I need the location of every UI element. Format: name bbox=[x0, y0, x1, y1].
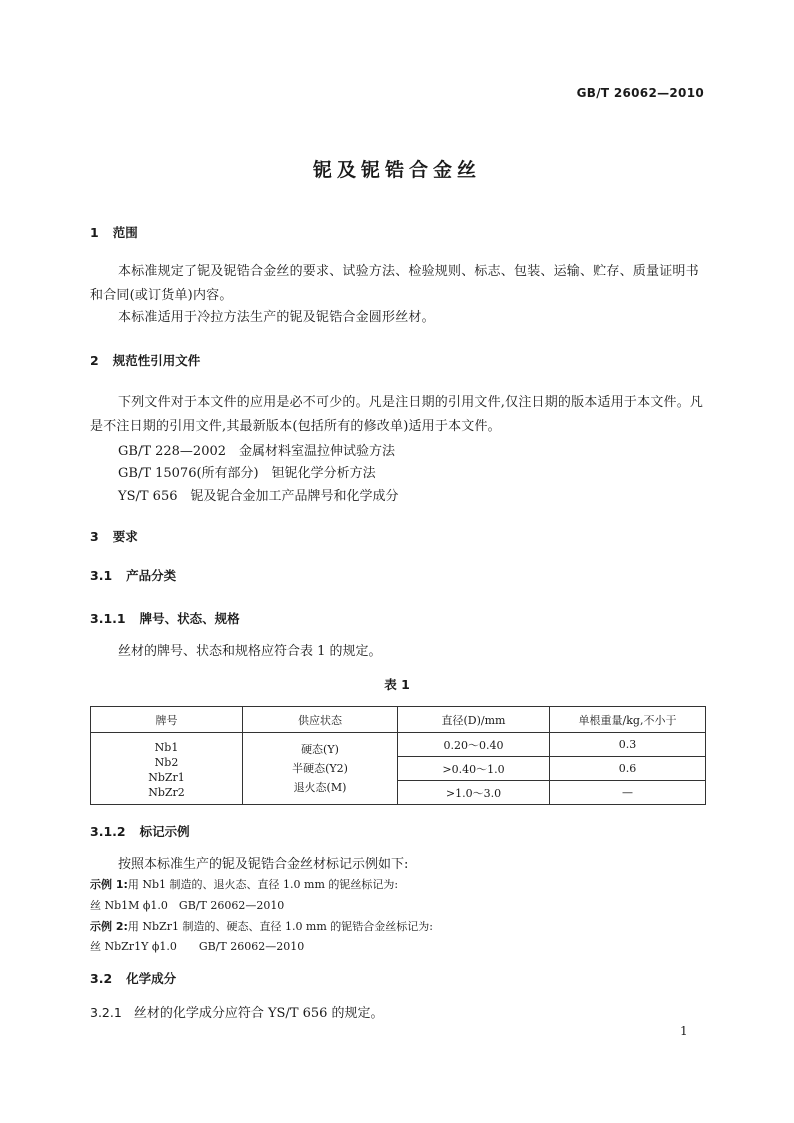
reference-item: GB/T 228—2002 金属材料室温拉伸试验方法 bbox=[118, 444, 396, 459]
section-number: 3.1 bbox=[90, 568, 113, 583]
standard-number: GB/T 26062—2010 bbox=[576, 86, 704, 100]
diameter-cell: >0.40～1.0 bbox=[398, 757, 550, 781]
table-header-row bbox=[91, 707, 706, 733]
section-number: 2 bbox=[90, 353, 99, 368]
diameter-cell: 0.20～0.40 bbox=[398, 733, 550, 757]
scope-paragraph-1: 本标准规定了铌及铌锆合金丝的要求、试验方法、检验规则、标志、包装、运输、贮存、质量证明书和合同(或订货单)内容。 bbox=[90, 264, 699, 303]
section-title: 化学成分 bbox=[126, 971, 177, 986]
grade-item: Nb2 bbox=[154, 756, 179, 769]
section-number: 3.2.1 bbox=[90, 1005, 122, 1020]
example-2 bbox=[90, 918, 433, 934]
grade-item: NbZr1 bbox=[148, 771, 185, 784]
reference-item: YS/T 656 铌及铌合金加工产品牌号和化学成分 bbox=[118, 489, 399, 504]
section-title: 范围 bbox=[112, 225, 138, 240]
grade-state-spec-table bbox=[90, 706, 706, 805]
marking-intro: 按照本标准生产的铌及铌锆合金丝材标记示例如下: bbox=[118, 857, 409, 872]
section-number: 3 bbox=[90, 529, 99, 544]
weight-cell: 0.6 bbox=[550, 757, 706, 781]
section-heading-3-2 bbox=[90, 969, 176, 987]
weight-cell: 0.3 bbox=[550, 733, 706, 757]
state-item: 硬态(Y) bbox=[301, 743, 339, 756]
example-label: 示例 1: bbox=[90, 878, 128, 891]
section-number: 3.2 bbox=[90, 971, 113, 986]
example-1 bbox=[90, 876, 398, 892]
section-heading-1 bbox=[90, 223, 138, 241]
section-title: 标记示例 bbox=[139, 824, 190, 839]
section-heading-2 bbox=[90, 351, 200, 369]
weight-cell: — bbox=[550, 781, 706, 805]
grade-cell bbox=[91, 733, 243, 805]
state-item: 退火态(M) bbox=[293, 781, 347, 794]
example-text: 用 Nb1 制造的、退火态、直径 1.0 mm 的铌丝标记为: bbox=[127, 878, 399, 891]
section-text: 丝材的化学成分应符合 YS/T 656 的规定。 bbox=[133, 1006, 384, 1021]
section-title: 牌号、状态、规格 bbox=[139, 611, 240, 626]
example-2-mark: 丝 NbZr1Y ϕ1.0 GB/T 26062—2010 bbox=[90, 940, 305, 953]
section-title: 产品分类 bbox=[126, 568, 177, 583]
section-heading-3-1-1 bbox=[90, 609, 240, 627]
example-label: 示例 2: bbox=[90, 920, 128, 933]
page-number: 1 bbox=[680, 1024, 688, 1038]
references-intro: 下列文件对于本文件的应用是必不可少的。凡是注日期的引用文件,仅注日期的版本适用于本文件。凡是不注日期的引用文件,其最新版本(包括所有的修改单)适用于本文件。 bbox=[90, 395, 704, 434]
example-1-mark: 丝 Nb1M ϕ1.0 GB/T 26062—2010 bbox=[90, 899, 285, 912]
section-title: 规范性引用文件 bbox=[112, 353, 201, 368]
grade-item: NbZr2 bbox=[148, 786, 185, 799]
section-number: 1 bbox=[90, 225, 99, 240]
table-caption: 表 1 bbox=[384, 677, 410, 692]
grade-item: Nb1 bbox=[154, 741, 179, 754]
section-3-2-1 bbox=[90, 1002, 384, 1021]
example-text: 用 NbZr1 制造的、硬态、直径 1.0 mm 的铌锆合金丝标记为: bbox=[127, 920, 433, 933]
diameter-cell: >1.0～3.0 bbox=[398, 781, 550, 805]
table-header-cell: 供应状态 bbox=[243, 707, 398, 733]
table-header-cell: 单根重量/kg,不小于 bbox=[550, 707, 706, 733]
table-header-cell: 直径(D)/mm bbox=[398, 707, 550, 733]
reference-item: GB/T 15076(所有部分) 钽铌化学分析方法 bbox=[118, 466, 376, 481]
requirement-paragraph: 丝材的牌号、状态和规格应符合表 1 的规定。 bbox=[118, 644, 382, 659]
scope-paragraph-2: 本标准适用于冷拉方法生产的铌及铌锆合金圆形丝材。 bbox=[118, 310, 435, 325]
section-heading-3 bbox=[90, 527, 138, 545]
section-number: 3.1.2 bbox=[90, 824, 126, 839]
section-heading-3-1-2 bbox=[90, 822, 190, 840]
table-header-cell: 牌号 bbox=[91, 707, 243, 733]
state-item: 半硬态(Y2) bbox=[292, 762, 348, 775]
section-title: 要求 bbox=[112, 529, 138, 544]
table-row bbox=[91, 733, 706, 757]
section-heading-3-1 bbox=[90, 566, 176, 584]
supply-state-cell bbox=[243, 733, 398, 805]
section-number: 3.1.1 bbox=[90, 611, 126, 626]
document-title: 铌及铌锆合金丝 bbox=[312, 159, 481, 181]
